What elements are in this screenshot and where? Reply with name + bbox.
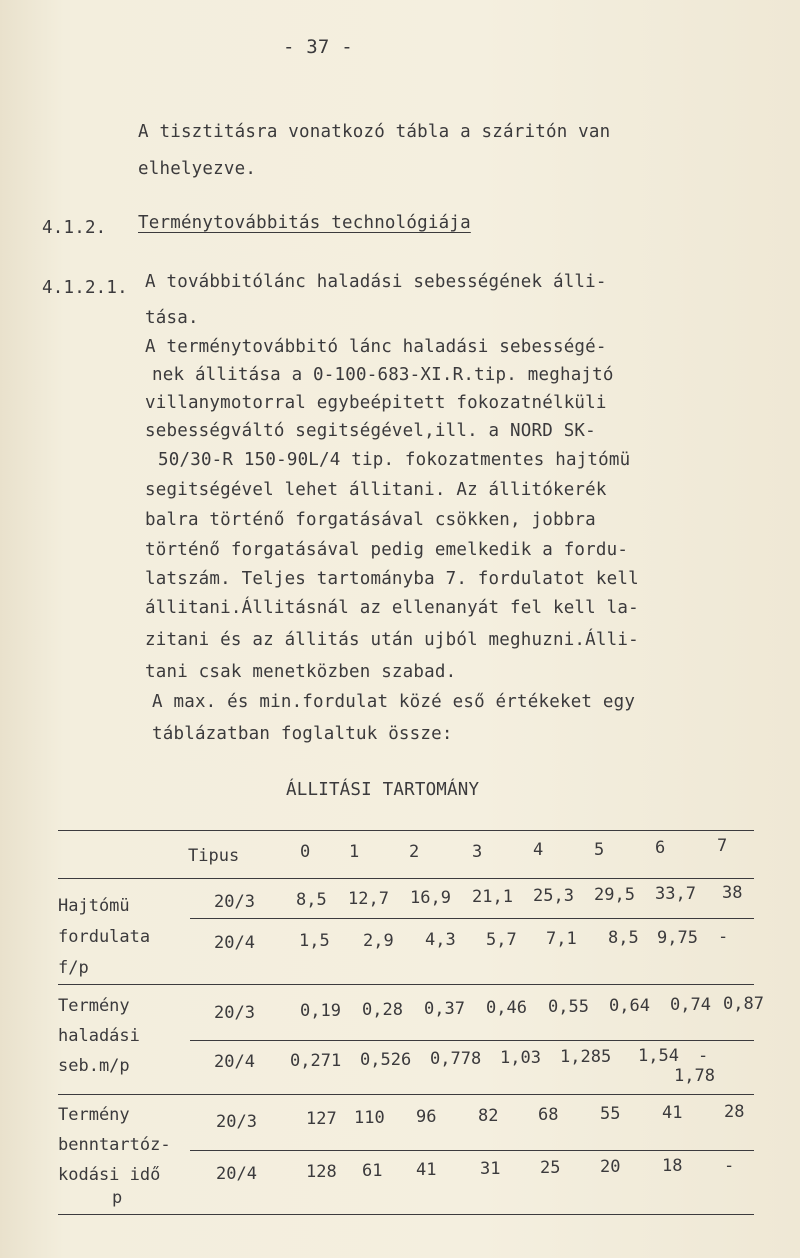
subsection-line: latszám. Teljes tartományba 7. fordulatot kell: [145, 569, 639, 589]
table-cell: 0,64: [609, 996, 650, 1016]
table-cell: 20: [600, 1157, 621, 1177]
section-number: 4.1.2.: [42, 218, 107, 238]
page-number: - 37 -: [283, 36, 353, 58]
table-cell: 25,3: [533, 886, 574, 906]
intro-line: A tisztitásra vonatkozó tábla a száritón van: [138, 122, 611, 142]
table-cell: 5,7: [486, 930, 517, 950]
table-cell: -: [724, 1156, 735, 1176]
table-cell: 21,1: [472, 887, 513, 907]
group-label-line: f/p: [58, 958, 89, 978]
subsection-number: 4.1.2.1.: [42, 278, 128, 298]
table-cell: 8,5: [296, 890, 327, 910]
table-header-position: 5: [594, 840, 605, 860]
subsection-line: 50/30-R 150-90L/4 tip. fokozatmentes hajtómü: [158, 450, 631, 470]
table-cell: 110: [354, 1108, 385, 1128]
group-label-line: haladási: [58, 1026, 140, 1046]
table-header-position: 0: [300, 842, 311, 862]
group-label-line: Termény: [58, 996, 130, 1016]
subsection-line: sebességváltó segitségével,ill. a NORD SK-: [145, 421, 596, 441]
table-cell: 41: [416, 1160, 437, 1180]
table-cell: 0,778: [430, 1049, 482, 1069]
table-rule: [190, 1040, 754, 1041]
table-cell: 2,9: [363, 931, 394, 951]
table-cell: 31: [480, 1159, 501, 1179]
table-cell: 28: [724, 1102, 745, 1122]
table-cell: 0,87: [723, 994, 764, 1014]
row-type: 20/3: [214, 892, 255, 912]
subsection-line: segitségével lehet állitani. Az állitókerék: [145, 480, 607, 500]
row-type: 20/4: [214, 933, 255, 953]
group-label-line: p: [112, 1188, 123, 1208]
row-type: 20/3: [216, 1112, 257, 1132]
table-cell: 1,78: [674, 1066, 715, 1086]
table-cell: -: [718, 927, 729, 947]
table-cell: 0,46: [486, 998, 527, 1018]
table-rule: [190, 1150, 754, 1151]
table-cell: 0,526: [360, 1050, 412, 1070]
subsection-line: A max. és min.fordulat közé eső értékeket egy: [152, 692, 636, 712]
table-cell: 1,54: [638, 1046, 679, 1066]
row-type: 20/3: [214, 1003, 255, 1023]
table-cell: 82: [478, 1106, 499, 1126]
group-label-line: seb.m/p: [58, 1056, 130, 1076]
group-label-line: Hajtómü: [58, 896, 130, 916]
table-cell: 29,5: [594, 885, 635, 905]
table-cell: 12,7: [348, 889, 389, 909]
subsection-line: tása.: [145, 308, 199, 328]
table-cell: 38: [722, 883, 743, 903]
group-label-line: benntartóz-: [58, 1135, 171, 1155]
table-cell: 9,75: [657, 928, 698, 948]
subsection-line: balra történő forgatásával csökken, jobbra: [145, 510, 596, 530]
subsection-line: zitani és az állitás után ujból meghuzni.Álli-: [145, 630, 639, 650]
table-cell: 0,74: [670, 995, 711, 1015]
table-cell: 4,3: [425, 930, 456, 950]
table-cell: 0,28: [362, 1000, 403, 1020]
subsection-line: villanymotorral egybeépitett fokozatnélküli: [145, 393, 607, 413]
table-cell: 18: [662, 1156, 683, 1176]
table-cell: 0,55: [548, 997, 589, 1017]
table-cell: 55: [600, 1104, 621, 1124]
table-cell: 1,285: [560, 1047, 612, 1067]
table-cell: 8,5: [608, 928, 639, 948]
table-cell: 0,19: [300, 1001, 341, 1021]
table-cell: 0,37: [424, 999, 465, 1019]
table-cell: 16,9: [410, 888, 451, 908]
intro-line: elhelyezve.: [138, 159, 257, 179]
table-cell: 0,271: [290, 1051, 342, 1071]
row-type: 20/4: [216, 1164, 257, 1184]
table-header-position: 4: [533, 840, 544, 860]
group-label-line: kodási idő: [58, 1165, 161, 1185]
subsection-line: táblázatban foglaltuk össze:: [152, 724, 453, 744]
table-cell: 127: [306, 1109, 337, 1129]
table-header-position: 2: [409, 842, 420, 862]
subsection-line: történő forgatásával pedig emelkedik a fordu-: [145, 540, 629, 560]
subsection-line: állitani.Állitásnál az ellenanyát fel kell la-: [145, 598, 639, 618]
table-cell: 1,5: [299, 931, 330, 951]
table-rule: [58, 1214, 754, 1215]
table-header-position: 6: [655, 838, 666, 858]
subsection-line: A továbbitólánc haladási sebességének álli-: [145, 272, 607, 292]
table-header-position: 1: [349, 842, 360, 862]
table-rule: [58, 878, 754, 879]
table-cell: 33,7: [655, 884, 696, 904]
table-cell: 61: [362, 1161, 383, 1181]
table-cell: 7,1: [546, 929, 577, 949]
table-rule: [190, 918, 754, 919]
table-cell: 68: [538, 1105, 559, 1125]
subsection-line: nek állitása a 0-100-683-XI.R.tip. meghajtó: [152, 365, 614, 385]
table-cell: 128: [306, 1162, 337, 1182]
table-cell: -: [698, 1046, 709, 1066]
table-rule: [58, 1094, 754, 1095]
table-rule: [58, 984, 754, 985]
table-header-tipus: Tipus: [188, 846, 240, 866]
table-cell: 1,03: [500, 1048, 541, 1068]
table-header-position: 7: [717, 836, 728, 856]
table-cell: 96: [416, 1107, 437, 1127]
subsection-line: tani csak menetközben szabad.: [145, 662, 457, 682]
section-title: Terménytovábbitás technológiája: [138, 213, 471, 233]
table-header-position: 3: [472, 842, 483, 862]
group-label-line: Termény: [58, 1105, 130, 1125]
table-title: ÁLLITÁSI TARTOMÁNY: [286, 780, 480, 800]
group-label-line: fordulata: [58, 927, 151, 947]
table-cell: 41: [662, 1103, 683, 1123]
table-rule: [58, 830, 754, 831]
row-type: 20/4: [214, 1052, 255, 1072]
table-cell: 25: [540, 1158, 561, 1178]
subsection-line: A terménytovábbitó lánc haladási sebességé-: [145, 337, 607, 357]
